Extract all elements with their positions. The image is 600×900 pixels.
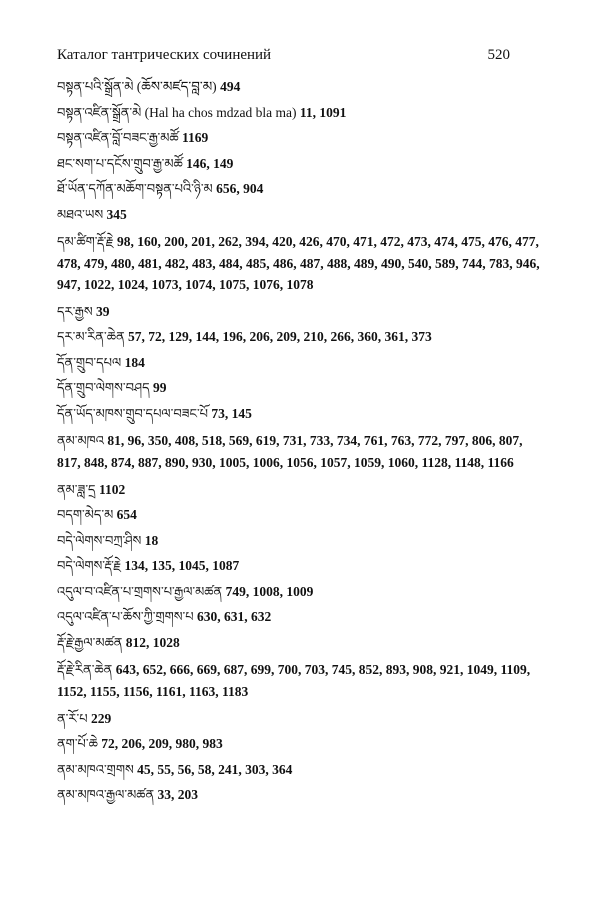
entry-term: བདེ་ལེགས་བཀྲ་ཤིས (57, 533, 142, 549)
entry-term: དོན་ཡོད་མཁས་གྲུབ་དཔལ་བཟང་པོ (57, 406, 209, 422)
entry-term: བསྟན་འཛིན་བློ་བཟང་རྒྱ་མཚོ (57, 131, 179, 146)
entry-pages: 81, 96, 350, 408, 518, 569, 619, 731, 733, 734, 761, 763, 772, 797, 806, 807, 817, 848, 874, 887, 890, 930, 1005, 1006, 1056, 1057, 1059, 1060, 1128, 1148, 1166 (57, 433, 523, 470)
entry-pages: 812, 1028 (122, 634, 180, 650)
index-entry (57, 129, 547, 147)
entry-pages: 494 (216, 79, 241, 94)
index-entry (57, 481, 547, 499)
index-entry (57, 405, 547, 423)
book-title: Каталог тантрических сочинений (57, 47, 272, 63)
page-number: 520 (487, 47, 510, 63)
index-entry (57, 532, 547, 550)
entry-pages: 146, 149 (182, 155, 234, 171)
entry-term: བསྟན་འཛིན་སྒྲོན་མེ (57, 105, 142, 121)
entry-pages: 229 (87, 710, 112, 726)
index-entry (57, 735, 547, 753)
entry-term: ཐོ་ཡོན་དཀོན་མཆོག་བསྟན་པའི་ཉི་མ (57, 182, 213, 197)
index-entry (57, 583, 547, 601)
entry-gloss: (ཆོས་མཛད་བླ་མ) (133, 79, 217, 94)
entry-pages: 57, 72, 129, 144, 196, 206, 209, 210, 266, 360, 361, 373 (124, 329, 432, 344)
index-entry (57, 231, 547, 295)
index-entry (57, 659, 547, 702)
entry-pages: 72, 206, 209, 980, 983 (97, 736, 223, 751)
entry-term: བསྟན་པའི་སྒྲོན་མེ (57, 80, 134, 95)
entry-pages: 749, 1008, 1009 (222, 583, 314, 599)
index-entry (57, 303, 547, 321)
entry-pages: 39 (92, 303, 110, 319)
entry-term: ནམ་མཁའ (57, 434, 104, 449)
entry-term: ནམ་མཁའ་གྲགས (57, 762, 134, 778)
entry-term: དམ་ཚིག་རྡོ་རྗེ (57, 235, 114, 250)
index-entry (57, 354, 547, 372)
entry-pages: 134, 135, 1045, 1087 (121, 558, 240, 573)
index-entry (57, 506, 547, 524)
entry-term: ནམ་ཟླ་དྲ (57, 482, 96, 498)
entry-pages: 345 (103, 206, 127, 222)
entry-term: བདེ་ལེགས་རྡོ་རྗེ (57, 559, 122, 574)
entry-term: མཐའ་ཡས (57, 207, 104, 223)
entry-pages: 11, 1091 (296, 104, 347, 120)
index-entry (57, 155, 547, 173)
entry-pages: 98, 160, 200, 201, 262, 394, 420, 426, 470, 471, 472, 473, 474, 475, 476, 477, 478, 479, 480, 481, 482, 483, 484, 485, 486, 487, 488, 489, 490, 540, 589, 744, 783, 946, 947, 1022, 1024, 1073, 1074, 1075, 1076, 1078 (57, 234, 540, 292)
entry-term: དོན་གྲུབ་དཔལ (57, 355, 122, 371)
index-entry (57, 557, 547, 575)
entry-term: ནག་པོ་ཆེ (57, 737, 98, 752)
index-entry (57, 710, 547, 728)
entry-term: ན་རོ་པ (57, 711, 88, 727)
index-entry (57, 206, 547, 224)
entry-term: འདུལ་བ་འཛིན་པ་གྲགས་པ་རྒྱལ་མཚན (57, 584, 223, 600)
index-entry (57, 786, 547, 804)
index-entry (57, 430, 547, 473)
index-entry (57, 634, 547, 652)
index-entry (57, 180, 547, 198)
entry-pages: 18 (141, 532, 159, 548)
entry-pages: 1169 (178, 130, 209, 145)
entry-term: དར་རྒྱས (57, 304, 93, 320)
entry-gloss: (Hal ha chos mdzad bla ma) (141, 104, 297, 120)
entry-term: ཐང་སག་པ་དངོས་གྲུབ་རྒྱ་མཚོ (57, 156, 183, 172)
entry-term: འདུལ་འཛིན་པ་ཆོས་ཀྱི་གྲགས་པ (57, 610, 194, 625)
entry-term: ནམ་མཁའ་རྒྱལ་མཚན (57, 788, 155, 803)
entry-pages: 45, 55, 56, 58, 241, 303, 364 (133, 761, 293, 777)
entry-pages: 1102 (95, 481, 126, 497)
entry-pages: 656, 904 (212, 181, 264, 196)
entry-pages: 73, 145 (208, 405, 252, 421)
entry-pages: 99 (149, 380, 167, 395)
entry-term: དར་མ་རིན་ཆེན (57, 330, 125, 345)
entry-pages: 643, 652, 666, 669, 687, 699, 700, 703, 745, 852, 893, 908, 921, 1049, 1109, 1152, 1155, 1156, 1161, 1163, 1183 (57, 662, 531, 699)
entry-pages: 630, 631, 632 (193, 609, 272, 624)
index-entry (57, 78, 547, 96)
entry-term: བདག་མེད་མ (57, 508, 114, 523)
index-entry (57, 761, 547, 779)
index-entry (57, 379, 547, 397)
entry-pages: 654 (113, 507, 137, 522)
index-entry (57, 328, 547, 346)
index-list (57, 78, 547, 812)
entry-term: རྡོ་རྗེ་རིན་ཆེན (57, 663, 113, 678)
entry-pages: 184 (121, 354, 145, 370)
running-head (57, 47, 510, 64)
entry-pages: 33, 203 (154, 787, 199, 802)
index-entry (57, 608, 547, 626)
entry-term: རྡོ་རྗེ་རྒྱལ་མཚན (57, 635, 123, 651)
entry-term: དོན་གྲུབ་ལེགས་བཤད (57, 381, 150, 396)
index-entry (57, 104, 547, 122)
